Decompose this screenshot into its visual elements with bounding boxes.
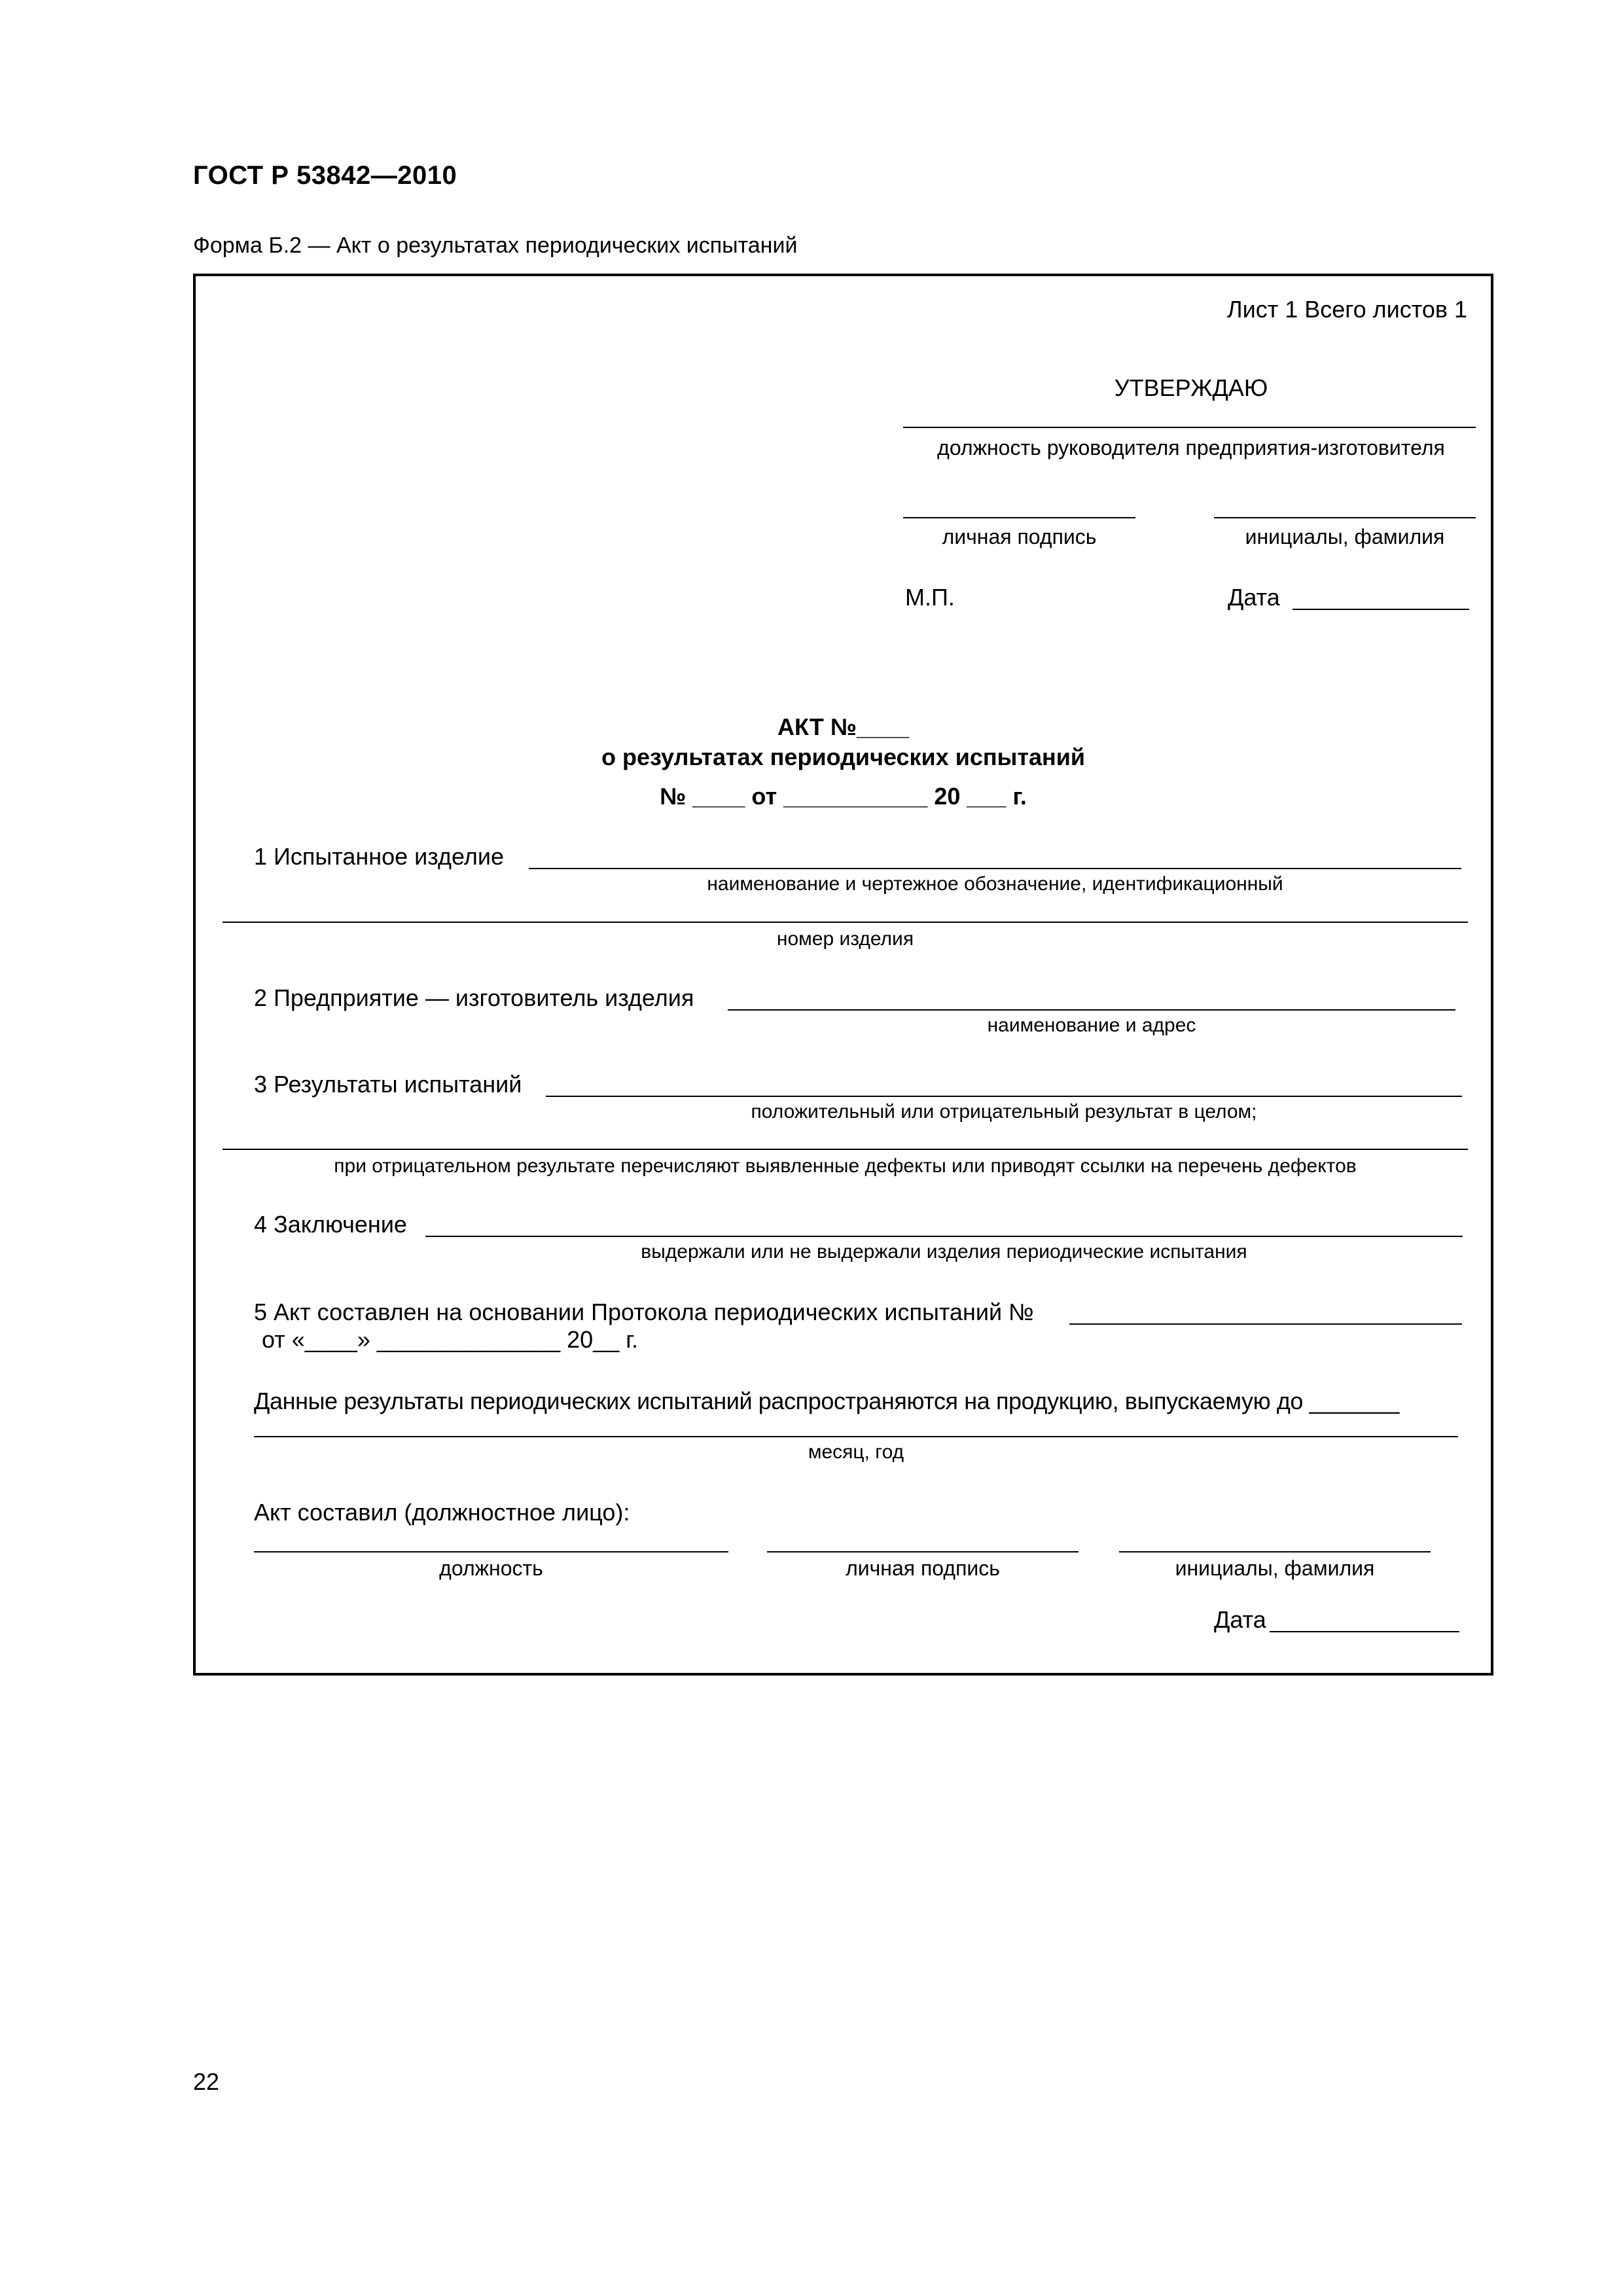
form-caption: Форма Б.2 — Акт о результатах периодических испытаний: [193, 233, 798, 258]
protocol-number-field[interactable]: [1069, 1323, 1462, 1325]
compiler-position-field[interactable]: [254, 1551, 728, 1552]
compiler-position-hint: должность: [439, 1556, 543, 1580]
item5-from-date: от «____» ______________ 20__ г.: [262, 1326, 638, 1353]
item5-label: 5 Акт составлен на основании Протокола периодических испытаний №: [254, 1299, 1034, 1325]
tested-product-field-cont[interactable]: [223, 922, 1468, 923]
document-code-header: ГОСТ Р 53842—2010: [193, 161, 457, 190]
act-number-date: № ____ от ___________ 20 ___ г.: [660, 783, 1027, 810]
item2-label: 2 Предприятие — изготовитель изделия: [254, 984, 694, 1011]
compiler-initials-field[interactable]: [1119, 1551, 1431, 1552]
approve-title: УТВЕРЖДАЮ: [1114, 374, 1268, 401]
conclusion-field[interactable]: [425, 1236, 1463, 1237]
sheet-info: Лист 1 Всего листов 1: [1226, 296, 1467, 323]
approver-signature-label: личная подпись: [942, 525, 1097, 548]
item1-hint1: наименование и чертежное обозначение, идентификационный: [707, 873, 1283, 895]
validity-date-field[interactable]: [254, 1436, 1458, 1437]
item1-label: 1 Испытанное изделие: [254, 843, 504, 870]
compiler-date-field[interactable]: [1270, 1631, 1459, 1632]
approver-signature-field[interactable]: [903, 517, 1135, 518]
validity-text: Данные результаты периодических испытаний распространяются на продукцию, выпускаемую до _______: [254, 1388, 1399, 1414]
item4-label: 4 Заключение: [254, 1211, 407, 1238]
item4-hint: выдержали или не выдержали изделия периодические испытания: [641, 1241, 1247, 1263]
compiler-date-label: Дата: [1214, 1606, 1266, 1633]
page-number: 22: [193, 2068, 220, 2095]
compiler-signature-hint: личная подпись: [846, 1556, 1000, 1580]
approve-date-field[interactable]: [1293, 609, 1469, 610]
item1-hint2: номер изделия: [776, 928, 914, 950]
approver-position-field[interactable]: [903, 427, 1476, 428]
manufacturer-field[interactable]: [728, 1009, 1455, 1011]
item3-label: 3 Результаты испытаний: [254, 1071, 522, 1098]
compiler-initials-hint: инициалы, фамилия: [1175, 1556, 1375, 1580]
item3-hint1: положительный или отрицательный результат в целом;: [751, 1101, 1257, 1122]
test-results-field[interactable]: [546, 1096, 1462, 1097]
approve-date-label: Дата: [1228, 584, 1280, 611]
test-results-field-cont[interactable]: [223, 1149, 1468, 1150]
compiler-label: Акт составил (должностное лицо):: [254, 1499, 630, 1526]
act-subtitle: о результатах периодических испытаний: [601, 744, 1086, 770]
tested-product-field[interactable]: [529, 868, 1461, 869]
approver-position-label: должность руководителя предприятия-изготовителя: [937, 436, 1445, 459]
approver-initials-label: инициалы, фамилия: [1245, 525, 1445, 548]
approver-initials-field[interactable]: [1214, 517, 1476, 518]
item3-hint2: при отрицательном результате перечисляют выявленные дефекты или приводят ссылки на перечень дефектов: [334, 1155, 1357, 1177]
form-frame: [193, 274, 1493, 1676]
act-title: АКТ №____: [777, 713, 910, 740]
seal-label: М.П.: [905, 584, 955, 611]
item2-hint: наименование и адрес: [987, 1014, 1196, 1036]
compiler-signature-field[interactable]: [767, 1551, 1079, 1552]
validity-hint: месяц, год: [808, 1441, 904, 1463]
